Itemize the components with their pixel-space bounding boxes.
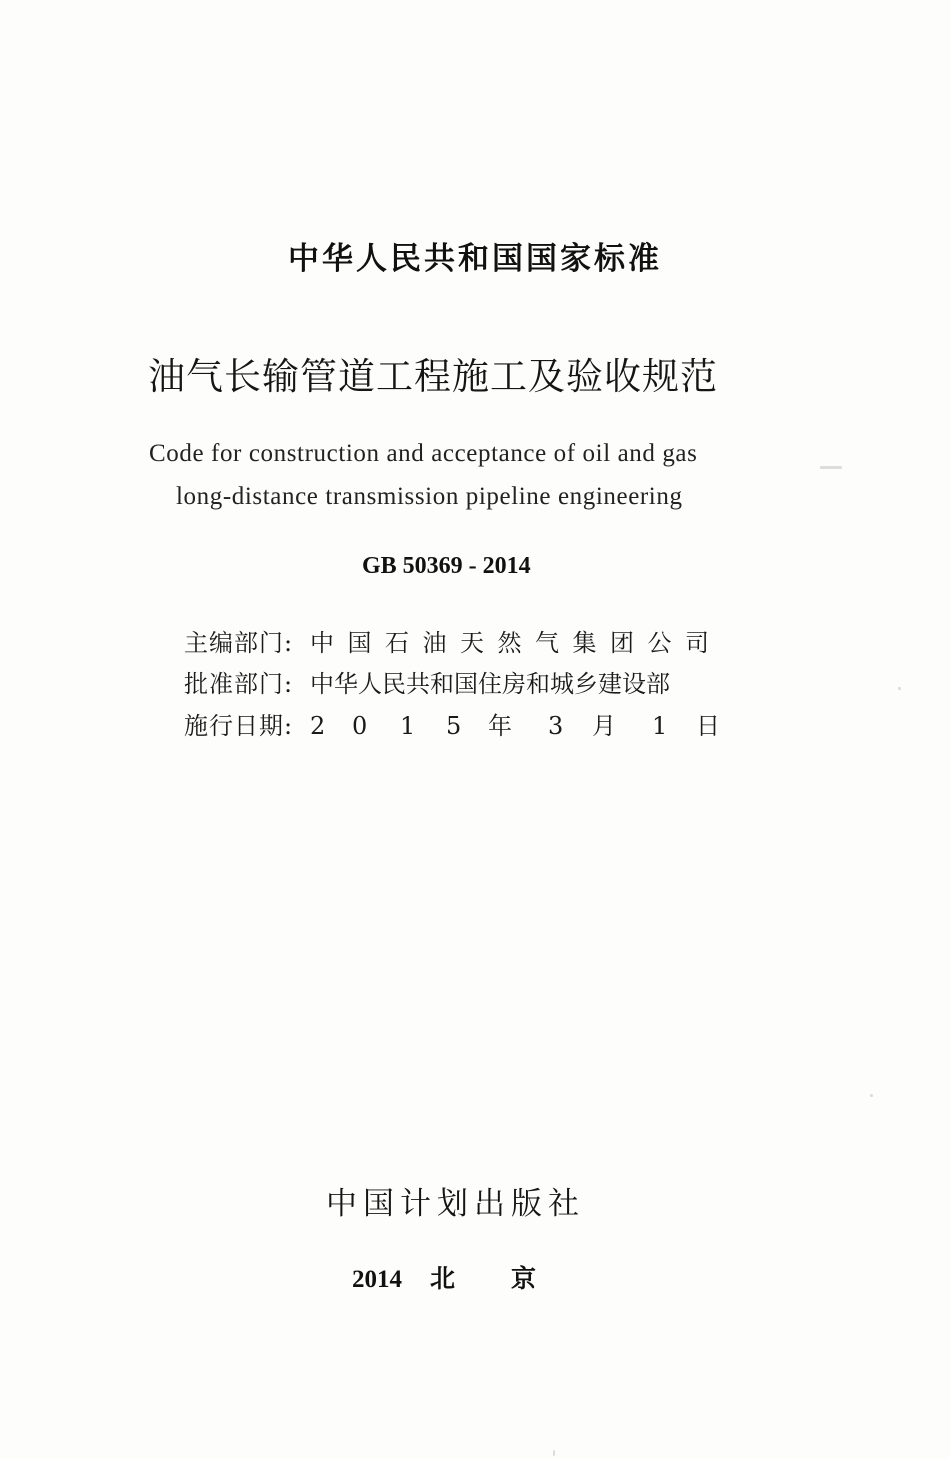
imprint-city: 北京 <box>430 1264 593 1293</box>
approver-label: 批准部门: <box>184 670 294 698</box>
approver-row <box>184 664 670 699</box>
date-digit: 5 <box>446 712 462 740</box>
chinese-title: 油气长输管道工程施工及验收规范 <box>148 355 718 398</box>
scan-speck <box>820 466 842 469</box>
date-digit: 2 <box>310 712 326 740</box>
effective-date-label: 施行日期: <box>184 712 294 740</box>
national-standard-heading: 中华人民共和国国家标准 <box>288 241 662 277</box>
scan-speck <box>553 1450 555 1456</box>
scan-speck <box>898 687 901 690</box>
date-month-char: 月 <box>592 712 616 740</box>
date-digit: 1 <box>652 712 668 740</box>
scan-speck <box>870 1094 873 1097</box>
date-digit: 1 <box>400 712 416 740</box>
english-title-line-1: Code for construction and acceptance of oil and gas <box>149 440 698 467</box>
date-day-char: 日 <box>696 712 720 740</box>
effective-date-row <box>184 706 726 741</box>
date-digit: 3 <box>548 712 564 740</box>
imprint-year: 2014 <box>352 1266 402 1293</box>
approver-value: 中华人民共和国住房和城乡建设部 <box>310 670 670 698</box>
english-title-line-2: long-distance transmission pipeline engineering <box>176 483 683 510</box>
standard-code: GB 50369 - 2014 <box>362 553 531 579</box>
editor-row <box>184 623 723 658</box>
editor-value: 中国石油天然气集团公司 <box>310 629 723 657</box>
effective-date-value <box>310 706 726 741</box>
publisher-name: 中国计划出版社 <box>326 1186 585 1222</box>
editor-label: 主编部门: <box>184 629 294 657</box>
date-year-char: 年 <box>488 712 512 740</box>
date-digit: 0 <box>352 712 368 740</box>
imprint-line <box>352 1259 592 1295</box>
